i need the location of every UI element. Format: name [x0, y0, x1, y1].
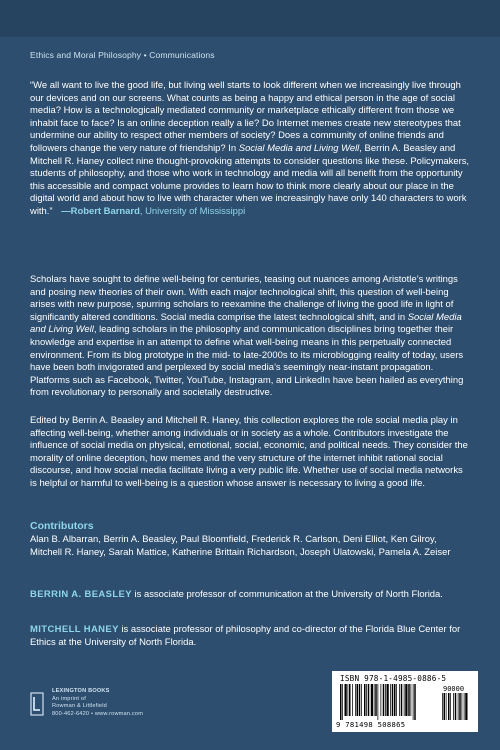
- barcode-bar: [361, 684, 362, 716]
- barcode-bar: [371, 684, 373, 716]
- barcode-bar: [383, 684, 385, 716]
- publisher-name: LEXINGTON BOOKS: [52, 688, 110, 694]
- barcode-bar: [396, 684, 397, 716]
- barcode-bar: [387, 684, 389, 716]
- ean-digits: 9 781498 508865: [336, 720, 406, 729]
- barcode-bar: [349, 684, 351, 716]
- barcode-bar: [368, 684, 370, 716]
- quote-attribution-name: —Robert Barnard: [61, 205, 140, 217]
- addon-bar: [462, 693, 463, 720]
- addon-bar: [444, 693, 446, 720]
- publisher-block: [30, 688, 190, 728]
- paragraph1-part2: , leading scholars in the philosophy and communication disciplines bring together their knowledge and expertise in an attempt to define what well-being means in this perpetually connected environment. From its blog prototype in the mid- to late-2000s to its microblogging reality of today, users have been both invigorated and perplexed by social media’s seemingly near-instant propagation. Platforms such as Facebook, Twitter, YouTube, Instagram, and LinkedIn have been hailed as everything from revolutionary to personally and societally destructive.: [30, 324, 464, 399]
- barcode-bar: [390, 684, 391, 716]
- paragraph1-book-title: Social Media and Living Well: [30, 311, 462, 336]
- barcode-bar: [399, 684, 400, 716]
- publisher-parent: Rowman & Littlefield: [52, 703, 107, 710]
- barcode-bar: [375, 684, 377, 716]
- addon-bar: [453, 693, 454, 720]
- contributors-list: Alan B. Albarran, Berrin A. Beasley, Paul Bloomfield, Frederick R. Carlson, Deni Elliot, Ken Gilroy, Mitchell R. Haney, Sarah Mattice, Katherine Brittain Richardson, Joseph Ulatowski, Pamela A. Zeiser: [30, 534, 451, 558]
- addon-bar: [448, 693, 450, 720]
- bio-name-beasley: BERRIN A. BEASLEY: [30, 589, 132, 600]
- barcode-bar: [411, 684, 412, 716]
- barcode-bar: [366, 684, 367, 716]
- bio-haney: [30, 623, 470, 649]
- barcode-bar: [357, 684, 359, 716]
- description-paragraph-1: [30, 274, 470, 400]
- addon-bar: [450, 693, 451, 720]
- publisher-imprint-line: An imprint of: [52, 695, 86, 702]
- barcode-bar: [385, 684, 386, 716]
- isbn-label: ISBN 978-1-4985-0886-5: [340, 674, 447, 683]
- barcode-bar: [408, 684, 410, 716]
- category-line: Ethics and Moral Philosophy • Communications: [30, 50, 215, 60]
- publisher-contact: 800-462-6420 • www.rowman.com: [52, 710, 144, 717]
- bio-text-beasley: is associate professor of communication at the University of North Florida.: [131, 589, 443, 600]
- barcode-bar: [381, 684, 382, 716]
- barcode-bar: [405, 684, 407, 716]
- barcode-bar: [340, 684, 342, 720]
- addon-bar: [465, 693, 467, 720]
- quote-attribution-affiliation: , University of Mississippi: [139, 205, 246, 217]
- description-paragraph-2: Edited by Berrin A. Beasley and Mitchell R. Haney, this collection explores the role social media play in affecting well-being, whether among individuals or in society as a whole. Contributors investigate the influence of social media on physical, emotional, social, economic, and political needs. They consider the morality of online deception, how memes and the very structure of the internet inhibit rational social discourse, and how social media facilitate living a very public life. Whether use of social media networks is helpful or harmful to well-being is a question whose answer is necessary to living a good life.: [30, 415, 468, 489]
- quote-book-title: Social Media and Living Well: [238, 142, 360, 154]
- barcode-bar: [404, 684, 405, 716]
- endorsement-quote: [30, 80, 470, 219]
- barcode-bar: [374, 684, 375, 716]
- addon-bar: [446, 693, 447, 720]
- addon-bar: [455, 693, 457, 720]
- top-band: [0, 0, 500, 37]
- addon-bar: [442, 693, 443, 720]
- barcode-bar: [394, 684, 396, 716]
- barcode-bar: [401, 684, 403, 716]
- addon-bar: [458, 693, 459, 720]
- barcode-bar: [364, 684, 366, 716]
- addon-bar: [459, 693, 461, 720]
- bio-beasley: [30, 588, 470, 601]
- addon-bar: [464, 693, 465, 720]
- barcode-bar: [392, 684, 394, 716]
- barcode-bar: [413, 684, 414, 720]
- publisher-text: [52, 688, 143, 718]
- barcode-bar: [355, 684, 356, 716]
- barcode-bar: [359, 684, 361, 716]
- paragraph1-part1: Scholars have sought to define well-being for centuries, teasing out nuances among Aristotle’s writings and posing new theories of their own. With each major technological shift, this question of well-being arises with new purpose, spurring scholars to reexamine the challenge of living the good life in light of significantly altered conditions. Social media comprise the latest technological shift, and in: [30, 274, 458, 323]
- barcode-bar: [342, 684, 343, 720]
- barcode-bar: [348, 684, 349, 716]
- barcode-bar: [378, 684, 379, 720]
- quote-text-part1: “We all want to live the good life, but living well starts to look different when we increasingly live through our devices and on our screens. What counts as being a happy and ethical person in the age of social media? How is a technologically mediated community or marketplace ethically different from those we inhabit face to face? Is an online deception really a lie? Do Internet memes create new stereotypes that undermine our ability to respect other members of society? Does a community of online friends and followers change the very nature of friendship? In: [30, 80, 461, 154]
- bio-name-haney: MITCHELL HANEY: [30, 624, 119, 635]
- barcode-panel: [332, 671, 478, 732]
- barcode-bar: [345, 684, 347, 716]
- price-code: 90000: [443, 685, 465, 693]
- barcode-bar: [414, 684, 416, 720]
- contributors-heading: Contributors: [30, 520, 94, 532]
- publisher-logo-icon: [30, 692, 44, 716]
- quote-text-part2: , Berrin A. Beasley and Mitchell R. Haney collect nine thought-provoking attempts to consider questions like these. Policymakers, students of philosophy, and those who work in technology and media will all benefit from the opportunity this accessible and compact volume provides to learn how to think more clearly about our place in the digital world and about how to live with character when we increasingly have only 140 characters to work with.”: [30, 142, 470, 217]
- barcode-bar: [352, 684, 353, 716]
- bio-text-haney: is associate professor of philosophy and co-director of the Florida Blue Center for Ethics at the University of North Florida.: [30, 624, 461, 649]
- barcode-image: [340, 684, 472, 720]
